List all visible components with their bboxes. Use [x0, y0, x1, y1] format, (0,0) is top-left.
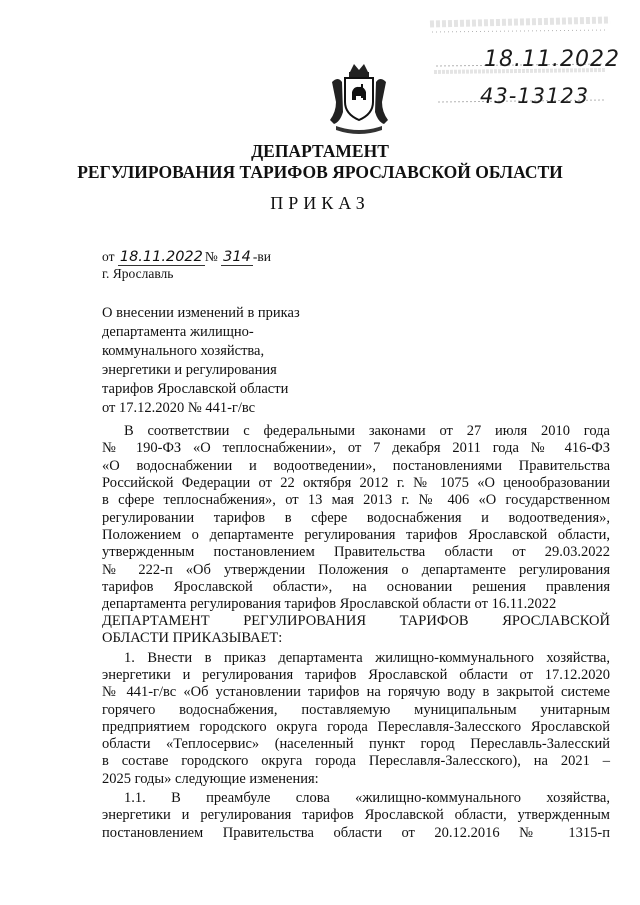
- coat-of-arms-emblem: [328, 62, 390, 136]
- body-line: ДЕПАРТАМЕНТ РЕГУЛИРОВАНИЯ ТАРИФОВ ЯРОСЛАВСКОЙ: [102, 613, 610, 629]
- subject-line: от 17.12.2020 № 441-г/вс: [102, 400, 256, 416]
- body-line: «О водоснабжении и водоотведении», постановлениями Правительства: [102, 458, 610, 474]
- subject-line: энергетики и регулирования: [102, 362, 277, 378]
- body-line: ОБЛАСТИ ПРИКАЗЫВАЕТ:: [102, 630, 283, 646]
- subject-line: О внесении изменений в приказ: [102, 305, 300, 321]
- number-sign: №: [204, 249, 218, 264]
- body-line: тарифов Ярославской области», на основании решения правления: [102, 579, 610, 595]
- subject-line: тарифов Ярославской области: [102, 381, 289, 397]
- subject-line: департамента жилищно-: [102, 324, 254, 340]
- body-line: 2025 годы» следующие изменения:: [102, 771, 319, 787]
- body-line: 1.1. В преамбуле слова «жилищно-коммунального хозяйства,: [124, 790, 610, 806]
- department-title-line-1: ДЕПАРТАМЕНТ: [251, 141, 389, 161]
- from-label: от: [102, 249, 115, 264]
- body-line: области «Теплосервис» (населенный пункт город Переславль-Залесский: [102, 736, 610, 752]
- body-line: № 222-п «Об утверждении Положения о департаменте регулирования: [102, 562, 610, 578]
- body-line: постановлением Правительства области от 20.12.2016 № 1315-п: [102, 825, 610, 841]
- order-date-number-line: [102, 249, 271, 266]
- subject-line: коммунального хозяйства,: [102, 343, 265, 359]
- body-line: 1. Внести в приказ департамента жилищно-коммунального хозяйства,: [124, 650, 610, 666]
- body-line: регулировании тарифов в сфере водоснабжения и водоотведения»,: [102, 510, 610, 526]
- body-line: предприятием городского округа города Переславля-Залесского Ярославской: [102, 719, 610, 735]
- body-line: № 441-г/вс «Об установлении тарифов на горячую воду в закрытой системе: [102, 684, 610, 700]
- body-line: № 190-ФЗ «О теплоснабжении», от 7 декабря 2011 года № 416-ФЗ: [102, 440, 610, 456]
- order-number-suffix: -ви: [252, 249, 271, 264]
- body-line: департамента регулирования тарифов Ярославской области от 16.11.2022: [102, 596, 557, 612]
- stamp-registration-number: 43-13123: [480, 84, 590, 108]
- department-title-line-2: РЕГУЛИРОВАНИЯ ТАРИФОВ ЯРОСЛАВСКОЙ ОБЛАСТИ: [77, 162, 563, 182]
- body-line: в составе городского округа города Переславля-Залесского), на 2021 –: [102, 753, 610, 769]
- order-number: 314: [223, 249, 251, 265]
- order-date: 18.11.2022: [119, 249, 203, 265]
- body-line: В соответствии с федеральными законами от 27 июля 2010 года: [124, 423, 610, 439]
- body-line: горячего водоснабжения, поставляемую муниципальным унитарным: [102, 702, 610, 718]
- body-line: энергетики и регулирования тарифов Ярославской области от 17.12.2020: [102, 667, 610, 683]
- body-line: Российской Федерации от 22 октября 2012 г. № 1075 «О ценообразовании: [102, 475, 610, 491]
- body-line: Положением о департаменте регулирования тарифов Ярославской области,: [102, 527, 610, 543]
- body-line: энергетики и регулирования тарифов Ярославской области, утвержденным: [102, 807, 610, 823]
- order-city: г. Ярославль: [102, 266, 174, 281]
- stamp-registration-date: 18.11.2022: [484, 47, 620, 72]
- body-line: в сфере теплоснабжения», от 13 мая 2013 г. № 406 «О государственном: [102, 492, 610, 508]
- body-line: утвержденным постановлением Правительства области от 29.03.2022: [102, 544, 610, 560]
- order-title: ПРИКАЗ: [270, 193, 370, 213]
